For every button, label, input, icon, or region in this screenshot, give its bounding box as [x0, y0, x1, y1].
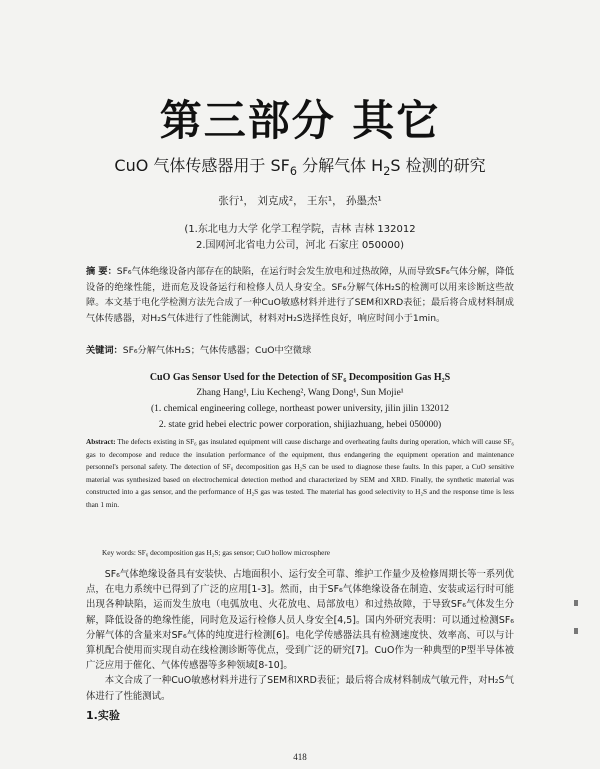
abstract-en-label: Abstract:	[86, 437, 116, 446]
section-heading-experiment: 1.实验	[86, 709, 120, 722]
abstract-en-text: The defects existing in SF₆ gas insulated equipment will cause discharge and overheating faults during operation, which will cause SF₆ gas to decompose and reduce the insulation performance of the equipment, thus endangering the equipment operation and maintenance personnel's personal safety. The detection of SF₆ decomposition gas H₂S can be used to diagnose these faults. In this paper, a CuO sensitive material was synthesized based on electrochemical detection method and characterized by SEM and XRD. Finally, the synthetic material was constructed into a gas sensor, and the performance of H₂S gas was tested. The material has good selectivity to H₂S and the response time is less than 1 min.	[86, 437, 514, 509]
title-cn-mid: 分解气体 H	[296, 156, 384, 175]
keywords-cn	[86, 342, 514, 356]
title-cn-sub: 6	[289, 165, 297, 179]
abstract-cn-text: SF₆气体绝缘设备内部存在的缺陷，在运行时会发生放电和过热故障，从而导致SF₆气体分解，降低设备的绝缘性能，进而危及设备运行和检修人员人身安全。SF₆分解气体H₂S的检测可以用来诊断这些故障。本文基于电化学检测方法先合成了一种CuO敏感材料并进行了SEM和XRD表征；最后将合成材料制成气体传感器，对H₂S气体进行了性能测试，材料对H₂S选择性良好，响应时间小于1min。	[86, 266, 514, 324]
part-title: 第三部分 其它	[159, 96, 441, 145]
title-cn-pre: CuO 气体传感器用于 SF	[114, 156, 290, 175]
margin-mark	[574, 628, 578, 634]
margin-mark	[574, 600, 578, 606]
abstract-cn-label: 摘 要：	[86, 266, 117, 277]
title-cn-sub2: 2	[383, 165, 391, 179]
keywords-en-label: Key words:	[102, 548, 136, 557]
body-text	[86, 567, 514, 704]
keywords-en-text: SF₆ decomposition gas H₂S; gas sensor; CuO hollow microsphere	[137, 548, 331, 557]
authors-en: Zhang Hang¹, Liu Kecheng², Wang Dong¹, Sun Mojie¹	[196, 388, 404, 398]
page-number: 418	[293, 752, 307, 762]
abstract-cn	[86, 264, 514, 326]
body-paragraph-1: SF₆气体绝缘设备具有安装快、占地面积小、运行安全可靠、维护工作量少及检修周期长等一系列优点，在电力系统中已得到了广泛的应用[1-3]。然而，由于SF₆气体绝缘设备在制造、安装或运行时可能出现各种缺陷，运而发生放电（电弧放电、火花放电、局部放电）和过热故障，于导致SF₆气体发生分解，降低设备的绝缘性能，同时危及运行检修人员人身安全[4,5]。国内外研究表明：可以通过检测SF₆分解气体的含量来对SF₆气体的纯度进行检测[6]。电化学传感器法具有检测速度快、效率高、可以与计算机配合使用而实现自动在线检测诊断等优点，受到广泛的研究[7]。CuO作为一种典型的P型半导体被广泛应用于催化、气体传感器等多种领域[8-10]。	[86, 569, 514, 672]
title-cn-post: S 检测的研究	[390, 156, 486, 175]
affiliation-cn-1: (1.东北电力大学 化学工程学院，吉林 吉林 132012	[184, 224, 416, 235]
paper-title-cn	[0, 153, 600, 178]
keywords-cn-label: 关键词：	[86, 345, 123, 356]
keywords-en	[102, 548, 522, 557]
affiliation-en-2: 2. state grid hebei electric power corporation, shijiazhuang, hebei 050000)	[158, 420, 442, 430]
authors-cn: 张行¹， 刘克成²， 王东¹， 孙墨杰¹	[218, 195, 382, 207]
affiliation-en-1: (1. chemical engineering college, northeast power university, jilin jilin 132012	[150, 404, 450, 414]
affiliation-cn-2: 2.国网河北省电力公司，河北 石家庄 050000)	[196, 240, 404, 251]
abstract-en	[86, 436, 514, 511]
keywords-cn-text: SF₆分解气体H₂S；气体传感器；CuO中空微球	[122, 345, 312, 356]
body-paragraph-2: 本文合成了一种CuO敏感材料并进行了SEM和XRD表征；最后将合成材料制成气敏元件，对H₂S气体进行了性能测试。	[86, 675, 514, 702]
paper-title-en: CuO Gas Sensor Used for the Detection of SF₆ Decomposition Gas H₂S	[149, 372, 451, 383]
